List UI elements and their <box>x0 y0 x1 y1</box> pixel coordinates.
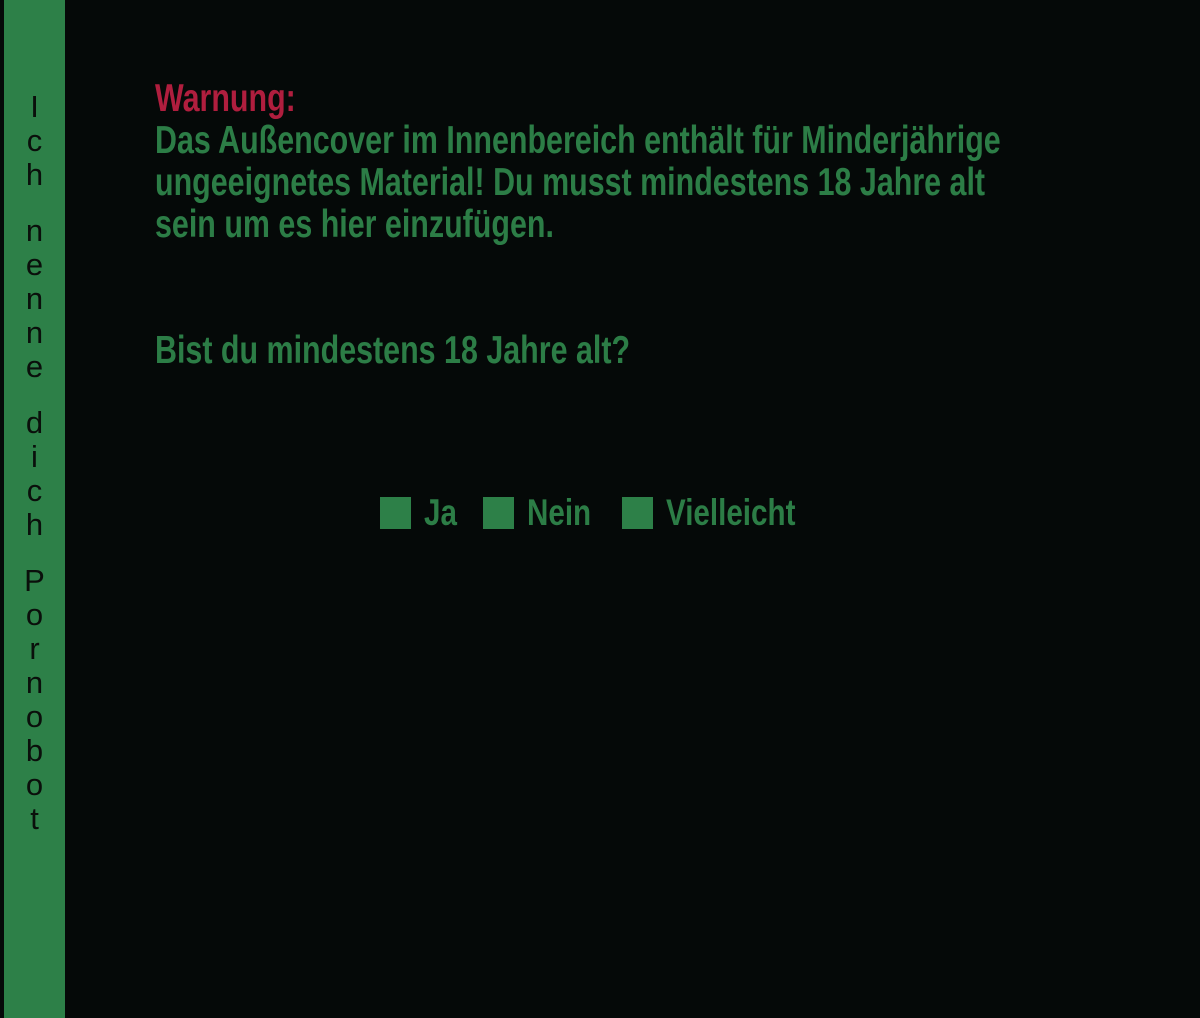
vertical-banner-text <box>4 90 65 836</box>
vertical-letter: h <box>25 157 44 192</box>
option-vielleicht-label[interactable]: Vielleicht <box>666 492 796 533</box>
vertical-letter: d <box>25 405 44 440</box>
vertical-letter: i <box>31 439 38 474</box>
vertical-letter: n <box>25 315 44 350</box>
vertical-letter: o <box>25 767 44 802</box>
warning-text-line: Das Außencover im Innenbereich enthält für Minderjährige <box>155 119 1001 162</box>
vertical-letter: n <box>25 665 44 700</box>
warning-text-line: sein um es hier einzufügen. <box>155 203 554 246</box>
vertical-letter: r <box>29 631 40 666</box>
vertical-letter: t <box>30 801 39 836</box>
vertical-letter: I <box>30 89 39 124</box>
vertical-letter: n <box>25 281 44 316</box>
vertical-letter: c <box>26 473 43 508</box>
option-ja[interactable] <box>380 492 465 533</box>
vertical-letter: h <box>25 507 44 542</box>
vertical-letter: o <box>25 597 44 632</box>
age-question: Bist du mindestens 18 Jahre alt? <box>155 329 631 372</box>
checkbox-nein[interactable] <box>483 497 514 529</box>
checkbox-ja[interactable] <box>380 497 411 529</box>
option-nein-label[interactable]: Nein <box>527 492 592 533</box>
option-ja-label[interactable]: Ja <box>424 492 457 533</box>
warning-text-line: ungeeignetes Material! Du musst mindestens 18 Jahre alt <box>155 161 986 204</box>
option-nein[interactable] <box>483 492 607 533</box>
vertical-letter: n <box>25 213 44 248</box>
warning-block <box>155 78 1200 372</box>
checkbox-vielleicht[interactable] <box>622 497 653 529</box>
vertical-letter: P <box>24 563 45 598</box>
vertical-letter: c <box>26 123 43 158</box>
warning-heading: Warnung: <box>155 77 296 120</box>
option-vielleicht[interactable] <box>622 492 828 533</box>
vertical-letter: e <box>25 349 44 384</box>
vertical-letter: b <box>25 733 44 768</box>
vertical-letter: e <box>25 247 44 282</box>
vertical-letter: o <box>25 699 44 734</box>
